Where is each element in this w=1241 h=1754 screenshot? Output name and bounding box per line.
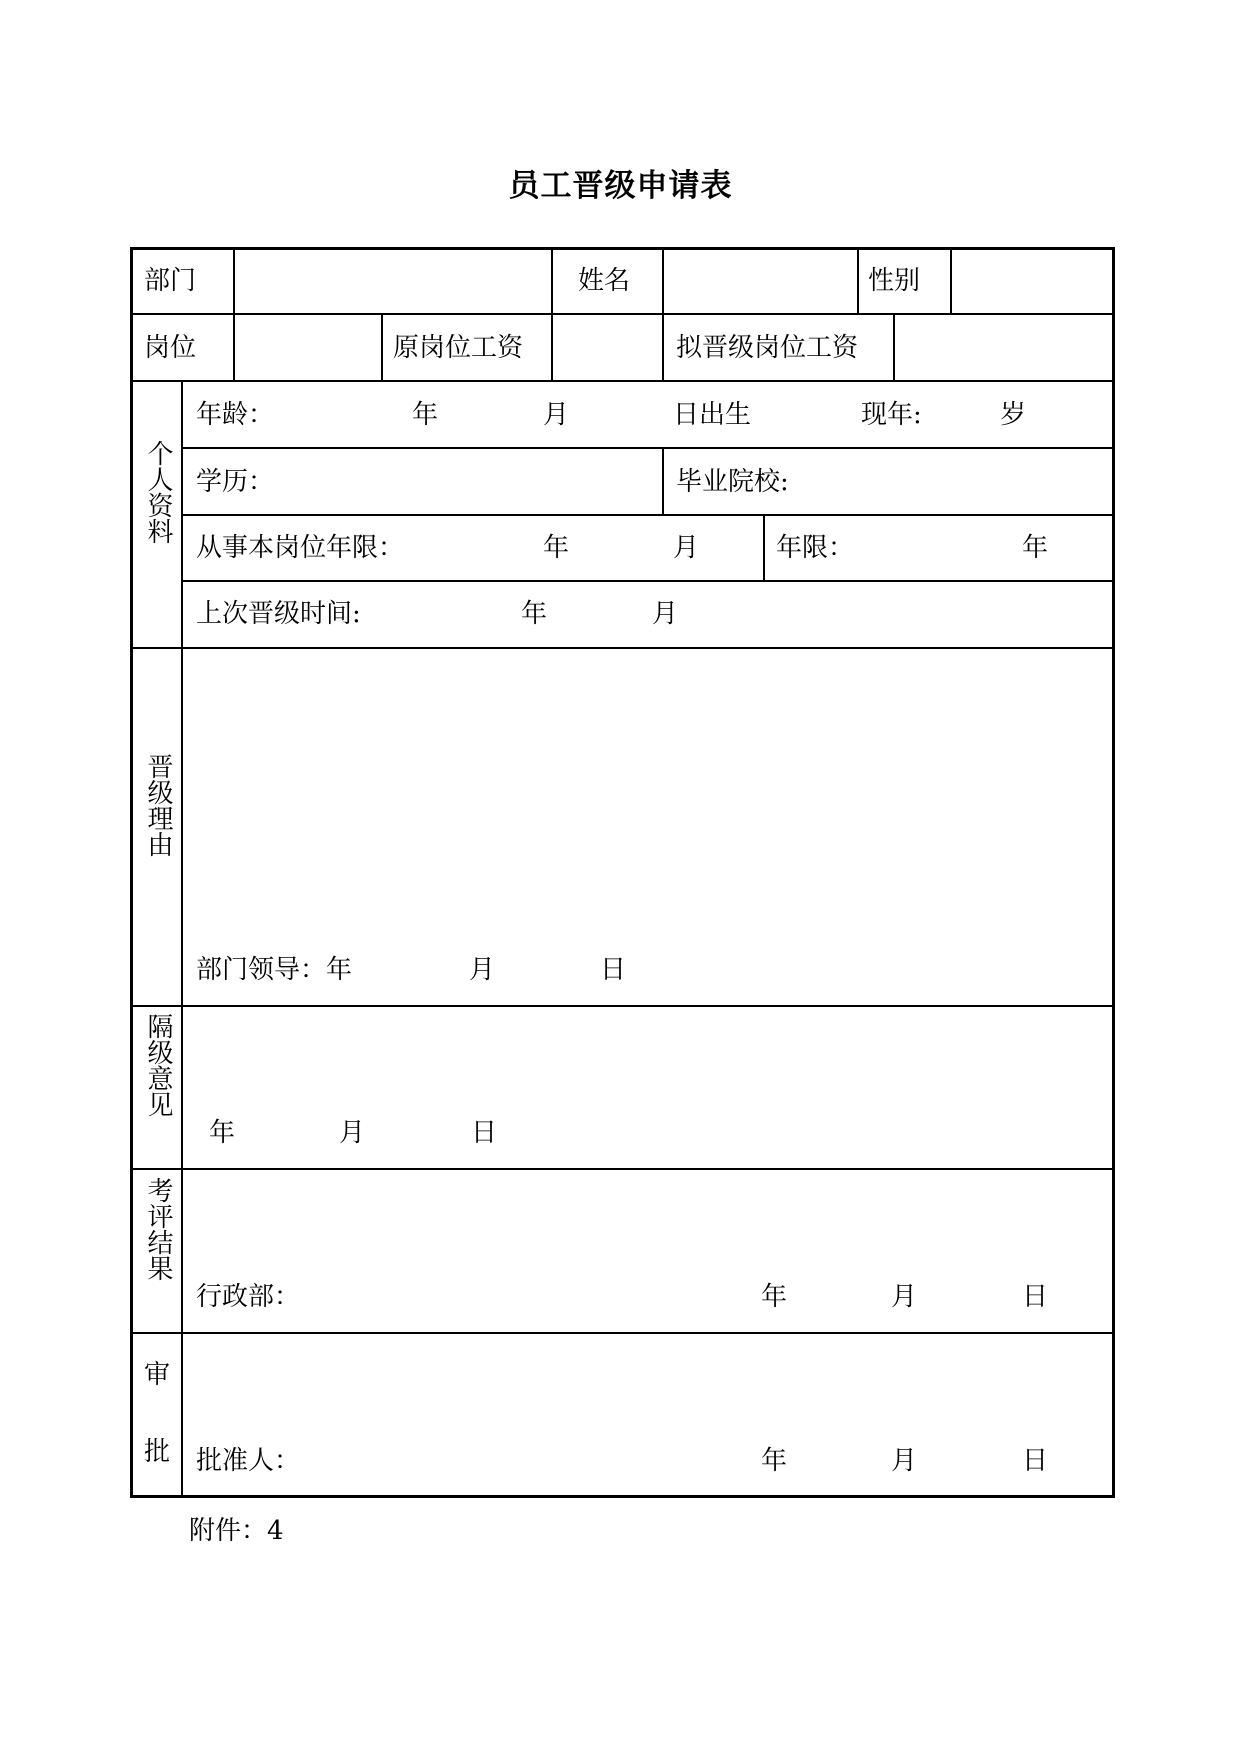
review-month-unit: 月	[891, 1282, 918, 1312]
years-label: 年限：	[776, 533, 855, 563]
approve-section-label-top: 审	[144, 1360, 171, 1390]
dept-leader-month-unit: 月	[469, 955, 496, 985]
col-divider	[763, 514, 765, 582]
name-label: 姓名	[578, 266, 631, 296]
dept-field[interactable]	[236, 250, 550, 312]
skip-level-field[interactable]	[184, 1008, 1112, 1108]
dept-leader-day-unit: 日	[600, 955, 627, 985]
age-label: 年龄：	[196, 400, 275, 430]
col-divider	[857, 247, 859, 315]
row-divider	[130, 1168, 1115, 1170]
skip-level-year-unit: 年	[209, 1118, 236, 1148]
row-divider	[130, 1005, 1115, 1007]
school-field[interactable]	[800, 450, 1112, 513]
col-divider	[181, 380, 183, 1498]
review-section-label: 考评结果	[143, 1177, 173, 1281]
age-unit: 岁	[1000, 400, 1027, 430]
gender-field[interactable]	[953, 250, 1112, 312]
admin-label: 行政部：	[196, 1282, 301, 1312]
col-divider	[381, 313, 383, 382]
post-label: 岗位	[144, 333, 197, 363]
birth-month-unit: 月	[543, 400, 570, 430]
orig-salary-label: 原岗位工资	[393, 333, 524, 363]
row-divider	[182, 514, 1115, 516]
dept-leader-label: 部门领导：年	[196, 955, 353, 985]
col-divider	[950, 247, 952, 315]
approval-year-unit: 年	[761, 1446, 788, 1476]
tenure-month-unit: 月	[673, 533, 700, 563]
skip-level-section-label: 隔级意见	[143, 1013, 173, 1117]
school-label: 毕业院校:	[676, 467, 789, 497]
review-day-unit: 日	[1022, 1282, 1049, 1312]
orig-salary-field[interactable]	[554, 316, 661, 379]
reason-section-label: 晋级理由	[143, 753, 173, 857]
personal-section-label: 个人资料	[143, 440, 173, 544]
last-promo-month-unit: 月	[652, 599, 679, 629]
approval-field[interactable]	[184, 1335, 1112, 1435]
row-divider	[130, 380, 1115, 382]
attachment-note: 附件：4	[189, 1516, 284, 1546]
skip-level-month-unit: 月	[339, 1118, 366, 1148]
gender-label: 性别	[868, 266, 921, 296]
row-divider	[182, 447, 1115, 449]
row-divider	[130, 313, 1115, 315]
review-field[interactable]	[184, 1171, 1112, 1271]
review-year-unit: 年	[761, 1282, 788, 1312]
tenure-label: 从事本岗位年限：	[196, 533, 405, 563]
row-divider	[130, 647, 1115, 649]
dept-label: 部门	[144, 266, 197, 296]
approve-section-label-bottom: 批	[144, 1437, 171, 1467]
proposed-salary-field[interactable]	[896, 316, 1112, 379]
last-promo-year-unit: 年	[521, 599, 548, 629]
born-label: 日出生	[673, 400, 752, 430]
form-title: 员工晋级申请表	[508, 168, 733, 204]
current-year-label: 现年:	[861, 400, 922, 430]
approval-month-unit: 月	[891, 1446, 918, 1476]
education-label: 学历：	[196, 467, 275, 497]
proposed-salary-label: 拟晋级岗位工资	[676, 333, 859, 363]
tenure-year-unit: 年	[543, 533, 570, 563]
col-divider	[233, 247, 235, 382]
approver-label: 批准人：	[196, 1446, 301, 1476]
birth-year-unit: 年	[412, 400, 439, 430]
col-divider	[662, 447, 664, 516]
reason-field[interactable]	[184, 650, 1112, 950]
years-unit: 年	[1022, 533, 1049, 563]
col-divider	[893, 313, 895, 382]
last-promo-label: 上次晋级时间:	[196, 599, 361, 629]
col-divider	[662, 247, 664, 382]
row-divider	[130, 1332, 1115, 1334]
education-field[interactable]	[290, 450, 660, 513]
skip-level-day-unit: 日	[471, 1118, 498, 1148]
post-field[interactable]	[236, 316, 380, 379]
col-divider	[551, 247, 553, 382]
row-divider	[182, 580, 1115, 582]
name-field[interactable]	[665, 250, 856, 312]
approval-day-unit: 日	[1022, 1446, 1049, 1476]
